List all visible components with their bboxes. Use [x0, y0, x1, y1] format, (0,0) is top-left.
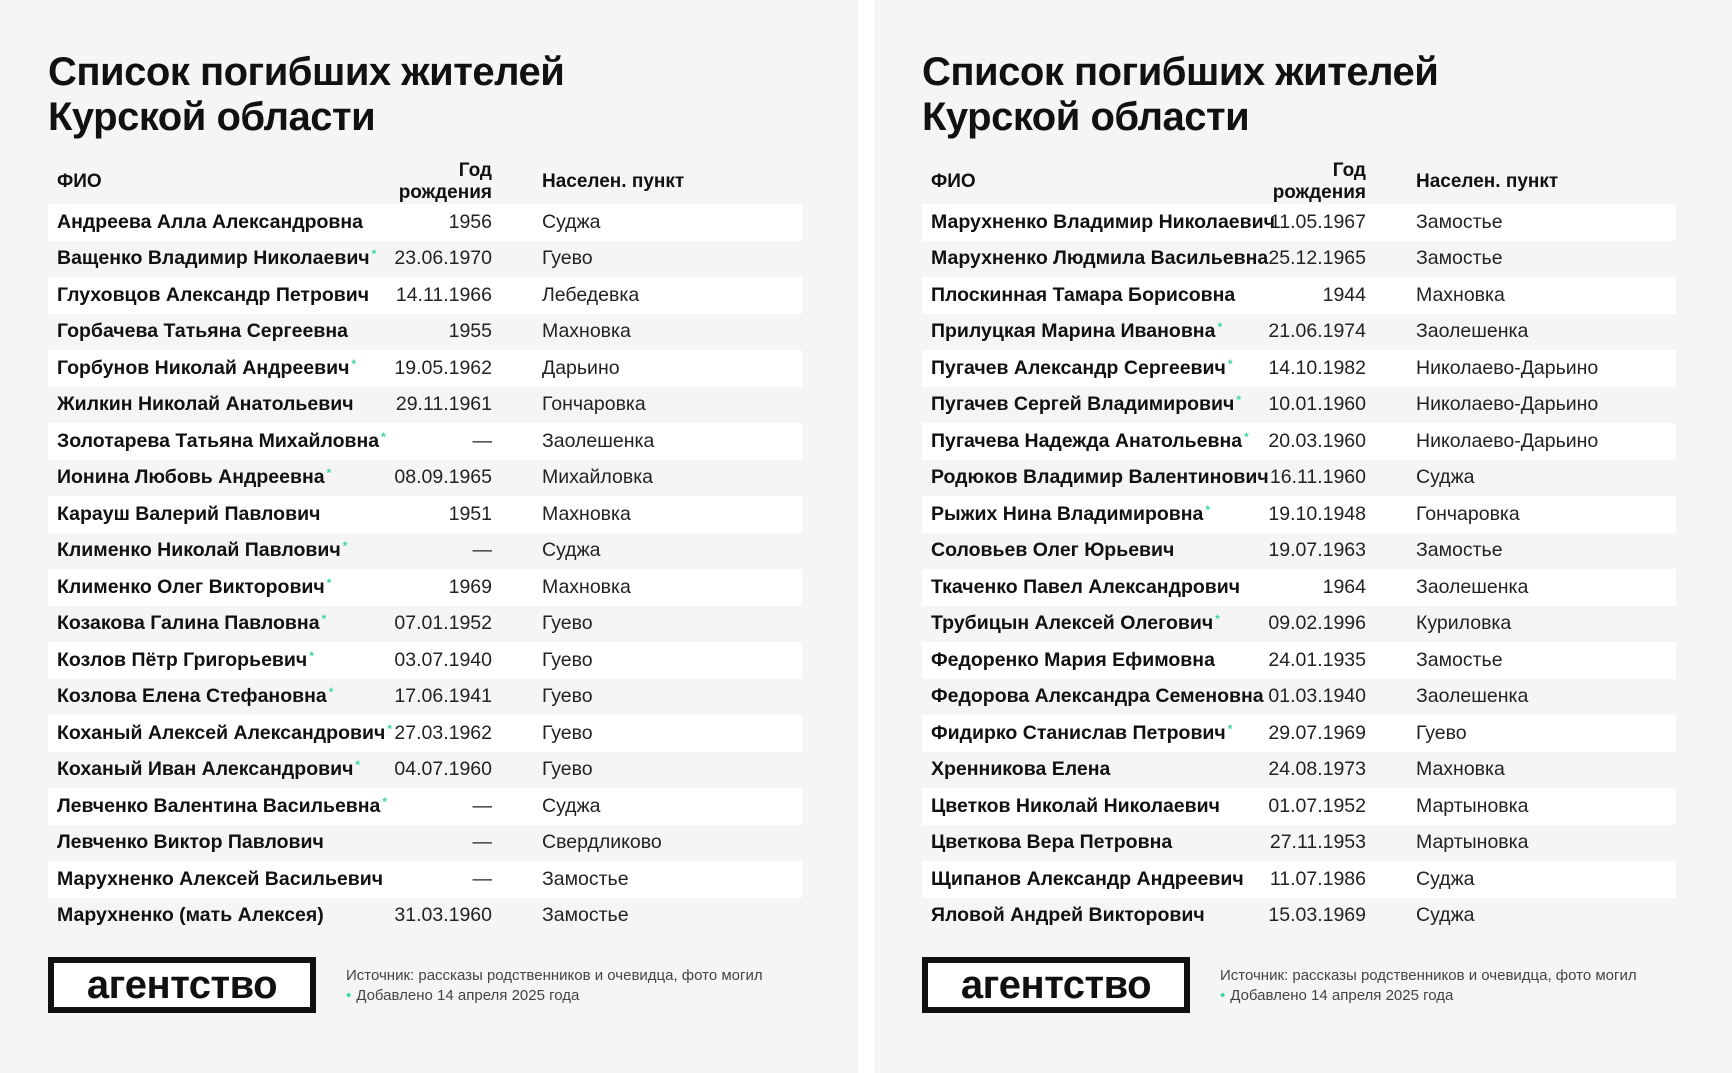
settlement: Гуево — [1376, 715, 1676, 752]
birth-year: 23.06.1970 — [362, 241, 502, 278]
row-name-cell — [922, 460, 1269, 497]
title-line-1: Список погибших жителей — [48, 50, 565, 94]
asterisk-mark-icon: * — [371, 247, 377, 262]
person-name: Фидирко Станислав Петрович — [931, 721, 1226, 744]
birth-year: 19.07.1963 — [1236, 533, 1376, 570]
settlement: Махновка — [502, 569, 802, 606]
asterisk-mark-icon: * — [355, 758, 361, 773]
settlement: Гуево — [502, 642, 802, 679]
table-row — [48, 788, 802, 825]
person-name: Клименко Олег Викторович — [57, 575, 325, 598]
person-name: Левченко Виктор Павлович — [57, 831, 324, 854]
settlement: Суджа — [502, 788, 802, 825]
birth-year: 31.03.1960 — [362, 898, 502, 935]
table-row — [48, 533, 802, 570]
birth-year: — — [362, 423, 502, 460]
row-name-cell — [48, 898, 362, 935]
settlement: Заолешенка — [502, 423, 802, 460]
row-name-cell — [922, 496, 1236, 533]
person-name: Пугачев Александр Сергеевич — [931, 356, 1226, 379]
table-row — [48, 350, 802, 387]
asterisk-mark-icon: * — [351, 356, 357, 371]
row-name-cell — [48, 788, 388, 825]
person-name: Золотарева Татьяна Михайловна — [57, 429, 380, 452]
row-name-cell — [922, 861, 1244, 898]
table-row — [922, 642, 1676, 679]
logo-text: агентство — [960, 963, 1152, 1007]
person-name: Коханый Иван Александрович — [57, 758, 354, 781]
asterisk-mark-icon: * — [1244, 429, 1249, 444]
settlement: Николаево-Дарьино — [1376, 423, 1676, 460]
title-line-2: Курской области — [922, 95, 1250, 139]
row-name-cell — [922, 569, 1241, 606]
birth-year: 1956 — [362, 204, 502, 241]
table-row — [922, 277, 1676, 314]
person-name: Трубицын Алексей Олегович — [931, 612, 1214, 635]
settlement: Замостье — [502, 898, 802, 935]
row-name-cell — [922, 679, 1264, 716]
birth-year: 24.08.1973 — [1236, 752, 1376, 789]
added-text: Добавлено 14 апреля 2025 года — [1230, 987, 1454, 1004]
table-row — [922, 861, 1676, 898]
header-name: ФИО — [57, 171, 102, 192]
row-name-cell — [922, 204, 1275, 241]
table-row — [922, 533, 1676, 570]
table-row — [48, 460, 802, 497]
settlement: Лебедевка — [502, 277, 802, 314]
birth-year: 29.07.1969 — [1236, 715, 1376, 752]
row-name-cell — [48, 606, 362, 643]
settlement: Заолешенка — [1376, 679, 1676, 716]
table-row — [48, 387, 802, 424]
settlement: Гончаровка — [1376, 496, 1676, 533]
row-name-cell — [922, 606, 1236, 643]
row-name-cell — [48, 350, 362, 387]
row-name-cell — [48, 715, 392, 752]
asterisk-mark-icon: * — [1217, 320, 1223, 335]
birth-year: — — [362, 825, 502, 862]
settlement: Михайловка — [502, 460, 802, 497]
birth-year: 19.10.1948 — [1236, 496, 1376, 533]
asterisk-mark-icon: * — [1215, 612, 1220, 627]
birth-year: 21.06.1974 — [1236, 314, 1376, 351]
birth-year: 1969 — [362, 569, 502, 606]
row-name-cell — [922, 533, 1236, 570]
person-name: Козлова Елена Стефановна — [57, 685, 327, 708]
table-row — [922, 898, 1676, 935]
bullet-dot-icon: • — [346, 987, 352, 1004]
asterisk-mark-icon: * — [309, 648, 314, 663]
birth-year: 19.05.1962 — [362, 350, 502, 387]
birth-year: 14.11.1966 — [362, 277, 502, 314]
person-name: Марухненко Владимир Николаевич — [931, 210, 1275, 233]
settlement: Суджа — [1376, 861, 1676, 898]
settlement: Суджа — [1376, 898, 1676, 935]
person-name: Федоренко Мария Ефимовна — [931, 648, 1215, 671]
settlement: Замостье — [502, 861, 802, 898]
title-line-1: Список погибших жителей — [922, 50, 1439, 94]
row-name-cell — [48, 460, 362, 497]
page-title — [922, 50, 1438, 140]
row-name-cell — [922, 423, 1249, 460]
row-name-cell — [922, 277, 1236, 314]
birth-year: 10.01.1960 — [1236, 387, 1376, 424]
table-row — [48, 569, 802, 606]
agentstvo-logo — [922, 957, 1190, 1013]
settlement: Замостье — [1376, 204, 1676, 241]
person-name: Яловой Андрей Викторович — [931, 904, 1205, 927]
birth-year: 24.01.1935 — [1236, 642, 1376, 679]
table-row — [48, 204, 802, 241]
table-row — [922, 825, 1676, 862]
table-row — [922, 606, 1676, 643]
settlement: Замостье — [1376, 533, 1676, 570]
table-row — [48, 679, 802, 716]
row-name-cell — [48, 642, 362, 679]
asterisk-mark-icon: * — [1236, 393, 1242, 408]
header-year: Год рождения — [1272, 160, 1366, 203]
header-place: Населен. пункт — [1416, 171, 1559, 192]
source-text: Источник: рассказы родственников и очевидца, фото могил — [1220, 967, 1637, 984]
birth-year: — — [362, 788, 502, 825]
settlement: Николаево-Дарьино — [1376, 387, 1676, 424]
asterisk-mark-icon: * — [326, 575, 332, 590]
page-title — [48, 50, 564, 140]
birth-year: 16.11.1960 — [1236, 460, 1376, 497]
birth-year: 25.12.1965 — [1236, 241, 1376, 278]
birth-year: 29.11.1961 — [362, 387, 502, 424]
birth-year: — — [362, 861, 502, 898]
victims-table — [922, 160, 1676, 934]
table-row — [48, 314, 802, 351]
table-row — [922, 679, 1676, 716]
table-row — [48, 898, 802, 935]
row-name-cell — [922, 642, 1236, 679]
table-row — [48, 825, 802, 862]
person-name: Козлов Пётр Григорьевич — [57, 648, 308, 671]
right-panel — [874, 0, 1732, 1073]
settlement: Гуево — [502, 679, 802, 716]
title-line-2: Курской области — [48, 95, 376, 139]
table-row — [922, 350, 1676, 387]
settlement: Мартыновка — [1376, 788, 1676, 825]
row-name-cell — [922, 898, 1236, 935]
footer-note — [1220, 966, 1637, 1006]
row-name-cell — [48, 569, 362, 606]
settlement: Куриловка — [1376, 606, 1676, 643]
row-name-cell — [922, 825, 1236, 862]
birth-year: 15.03.1969 — [1236, 898, 1376, 935]
person-name: Прилуцкая Марина Ивановна — [931, 320, 1216, 343]
table-row — [922, 569, 1676, 606]
person-name: Ткаченко Павел Александрович — [931, 575, 1241, 598]
header-name: ФИО — [931, 171, 976, 192]
person-name: Ващенко Владимир Николаевич — [57, 247, 370, 270]
settlement: Замостье — [1376, 642, 1676, 679]
row-name-cell — [922, 752, 1236, 789]
person-name: Марухненко (мать Алексея) — [57, 904, 324, 927]
table-row — [922, 715, 1676, 752]
birth-year: 14.10.1982 — [1236, 350, 1376, 387]
row-name-cell — [48, 496, 362, 533]
row-name-cell — [48, 314, 362, 351]
row-name-cell — [48, 679, 362, 716]
settlement: Суджа — [1376, 460, 1676, 497]
person-name: Андреева Алла Александровна — [57, 210, 364, 233]
settlement: Гуево — [502, 241, 802, 278]
asterisk-mark-icon: * — [1205, 502, 1211, 517]
victims-table — [48, 160, 802, 934]
row-name-cell — [922, 314, 1236, 351]
birth-year: 07.01.1952 — [362, 606, 502, 643]
person-name: Рыжих Нина Владимировна — [931, 502, 1204, 525]
person-name: Козакова Галина Павловна — [57, 612, 320, 635]
settlement: Заолешенка — [1376, 314, 1676, 351]
asterisk-mark-icon: * — [382, 794, 388, 809]
table-row — [48, 752, 802, 789]
person-name: Пугачев Сергей Владимирович — [931, 393, 1235, 416]
settlement: Гончаровка — [502, 387, 802, 424]
table-body — [48, 204, 802, 934]
person-name: Жилкин Николай Анатольевич — [57, 393, 354, 416]
birth-year: 03.07.1940 — [362, 642, 502, 679]
row-name-cell — [48, 861, 384, 898]
birth-year: 08.09.1965 — [362, 460, 502, 497]
asterisk-mark-icon: * — [328, 685, 334, 700]
table-body — [922, 204, 1676, 934]
person-name: Глуховцов Александр Петрович — [57, 283, 370, 306]
birth-year: 04.07.1960 — [362, 752, 502, 789]
row-name-cell — [922, 788, 1236, 825]
settlement: Махновка — [1376, 752, 1676, 789]
source-text: Источник: рассказы родственников и очевидца, фото могил — [346, 967, 763, 984]
person-name: Клименко Николай Павлович — [57, 539, 341, 562]
birth-year: 1951 — [362, 496, 502, 533]
person-name: Коханый Алексей Александрович — [57, 721, 386, 744]
birth-year: 20.03.1960 — [1236, 423, 1376, 460]
person-name: Плоскинная Тамара Борисовна — [931, 283, 1236, 306]
table-row — [922, 752, 1676, 789]
asterisk-mark-icon: * — [342, 539, 348, 554]
table-row — [922, 241, 1676, 278]
header-place: Населен. пункт — [542, 171, 685, 192]
settlement: Суджа — [502, 533, 802, 570]
table-row — [48, 423, 802, 460]
asterisk-mark-icon: * — [1227, 356, 1233, 371]
person-name: Карауш Валерий Павлович — [57, 502, 321, 525]
row-name-cell — [48, 825, 362, 862]
person-name: Пугачева Надежда Анатольевна — [931, 429, 1243, 452]
settlement: Махновка — [1376, 277, 1676, 314]
settlement: Гуево — [502, 606, 802, 643]
table-row — [922, 423, 1676, 460]
added-line — [1220, 986, 1637, 1006]
birth-year: — — [362, 533, 502, 570]
table-row — [48, 606, 802, 643]
birth-year: 27.11.1953 — [1236, 825, 1376, 862]
row-name-cell — [48, 752, 362, 789]
table-row — [922, 387, 1676, 424]
birth-year: 1964 — [1236, 569, 1376, 606]
asterisk-mark-icon: * — [1227, 721, 1233, 736]
settlement: Замостье — [1376, 241, 1676, 278]
logo-text: агентство — [86, 963, 278, 1007]
table-row — [922, 460, 1676, 497]
person-name: Левченко Валентина Васильевна — [57, 794, 381, 817]
person-name: Цветкова Вера Петровна — [931, 831, 1173, 854]
added-text: Добавлено 14 апреля 2025 года — [356, 987, 580, 1004]
table-header — [48, 160, 802, 204]
row-name-cell — [922, 350, 1236, 387]
left-panel — [0, 0, 858, 1073]
settlement: Махновка — [502, 496, 802, 533]
row-name-cell — [922, 241, 1269, 278]
table-row — [922, 314, 1676, 351]
row-name-cell — [48, 533, 362, 570]
table-row — [922, 204, 1676, 241]
asterisk-mark-icon: * — [381, 429, 386, 444]
row-name-cell — [48, 387, 362, 424]
birth-year: 01.03.1940 — [1236, 679, 1376, 716]
settlement: Гуево — [502, 715, 802, 752]
birth-year: 09.02.1996 — [1236, 606, 1376, 643]
table-row — [48, 715, 802, 752]
birth-year: 27.03.1962 — [362, 715, 502, 752]
settlement: Суджа — [502, 204, 802, 241]
asterisk-mark-icon: * — [387, 721, 392, 736]
added-line — [346, 986, 763, 1006]
person-name: Хренникова Елена — [931, 758, 1111, 781]
row-name-cell — [48, 204, 362, 241]
person-name: Марухненко Людмила Васильевна — [931, 247, 1269, 270]
settlement: Заолешенка — [1376, 569, 1676, 606]
person-name: Ионина Любовь Андреевна — [57, 466, 325, 489]
person-name: Марухненко Алексей Васильевич — [57, 867, 384, 890]
footer-note — [346, 966, 763, 1006]
person-name: Горбунов Николай Андреевич — [57, 356, 350, 379]
settlement: Дарьино — [502, 350, 802, 387]
table-row — [48, 241, 802, 278]
person-name: Родюков Владимир Валентинович — [931, 466, 1269, 489]
table-row — [48, 861, 802, 898]
bullet-dot-icon: • — [1220, 987, 1226, 1004]
person-name: Цветков Николай Николаевич — [931, 794, 1220, 817]
settlement: Свердликово — [502, 825, 802, 862]
person-name: Горбачева Татьяна Сергеевна — [57, 320, 348, 343]
birth-year: 01.07.1952 — [1236, 788, 1376, 825]
agentstvo-logo — [48, 957, 316, 1013]
table-row — [48, 642, 802, 679]
person-name: Щипанов Александр Андреевич — [931, 867, 1244, 890]
person-name: Соловьев Олег Юрьевич — [931, 539, 1175, 562]
asterisk-mark-icon: * — [321, 612, 327, 627]
table-row — [922, 788, 1676, 825]
header-year: Год рождения — [398, 160, 492, 203]
settlement: Гуево — [502, 752, 802, 789]
settlement: Мартыновка — [1376, 825, 1676, 862]
table-header — [922, 160, 1676, 204]
birth-year: 11.05.1967 — [1236, 204, 1376, 241]
person-name: Федорова Александра Семеновна — [931, 685, 1264, 708]
row-name-cell — [48, 277, 370, 314]
table-row — [48, 277, 802, 314]
settlement: Махновка — [502, 314, 802, 351]
birth-year: 11.07.1986 — [1236, 861, 1376, 898]
row-name-cell — [922, 387, 1242, 424]
birth-year: 1955 — [362, 314, 502, 351]
row-name-cell — [922, 715, 1236, 752]
asterisk-mark-icon: * — [326, 466, 332, 481]
settlement: Николаево-Дарьино — [1376, 350, 1676, 387]
row-name-cell — [48, 423, 386, 460]
table-row — [48, 496, 802, 533]
birth-year: 17.06.1941 — [362, 679, 502, 716]
birth-year: 1944 — [1236, 277, 1376, 314]
table-row — [922, 496, 1676, 533]
row-name-cell — [48, 241, 377, 278]
